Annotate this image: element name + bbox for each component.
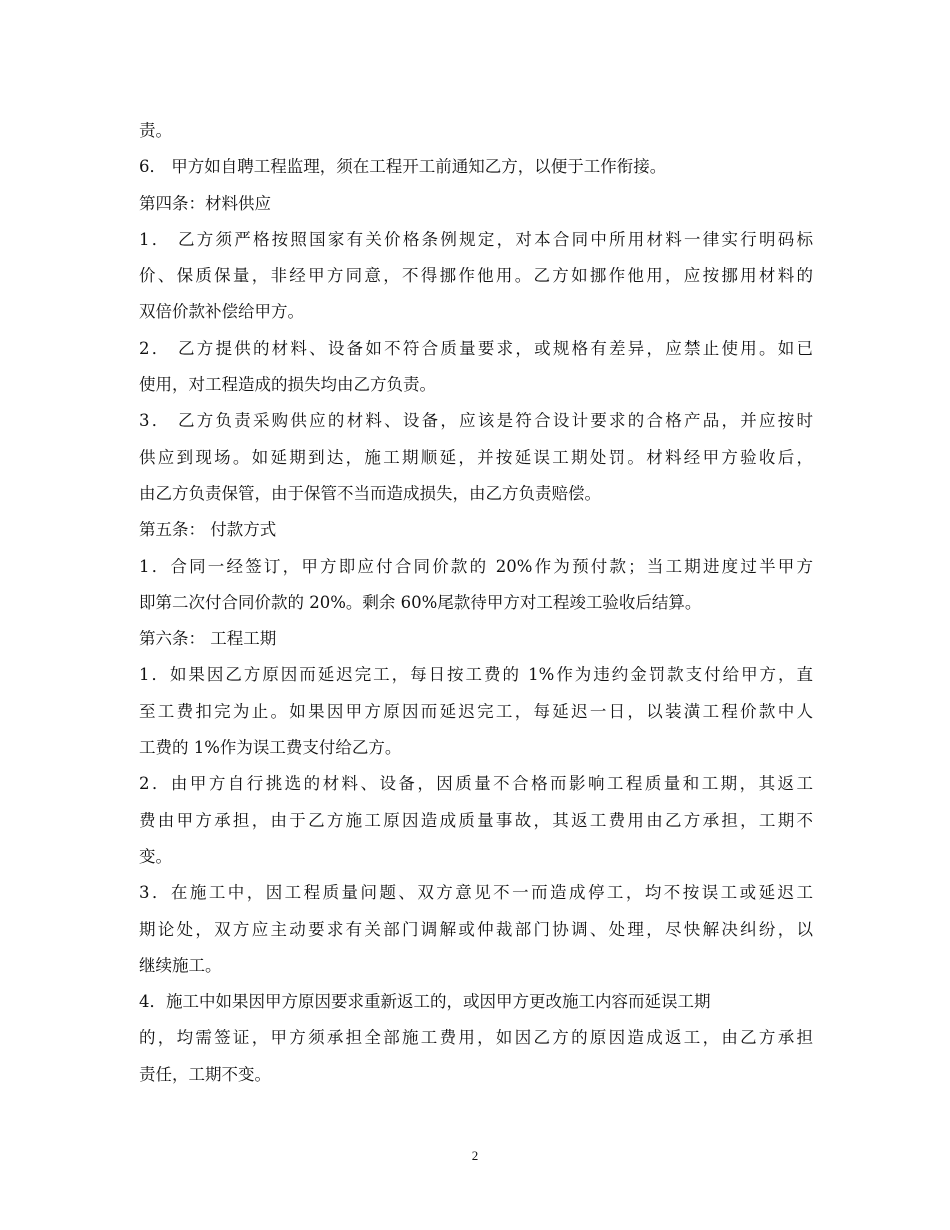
text-line: 第五条： 付款方式 [139, 520, 277, 540]
text-line: 使用，对工程造成的损失均由乙方负责。 [139, 375, 436, 395]
document-body [139, 113, 813, 1093]
text-line: 2． 乙方提供的材料、设备如不符合质量要求，或规格有差异，应禁止使用。如已 [139, 338, 813, 358]
text-line: 变。 [139, 846, 172, 866]
text-line: 第六条： 工程工期 [139, 629, 277, 649]
text-line: 1． 乙方须严格按照国家有关价格条例规定，对本合同中所用材料一律实行明码标 [139, 229, 813, 249]
text-line: 3．在施工中，因工程质量问题、双方意见不一而造成停工，均不按误工或延迟工 [139, 883, 813, 903]
text-line: 责。 [139, 121, 172, 140]
text-line: 6． 甲方如自聘工程监理，须在工程开工前通知乙方，以便于工作衔接。 [139, 157, 667, 177]
text-line: 责任，工期不变。 [139, 1064, 271, 1084]
text-line: 工费的 1%作为误工费支付给乙方。 [139, 738, 402, 758]
text-line: 4．施工中如果因甲方原因要求重新返工的，或因甲方更改施工内容而延误工期 [139, 992, 711, 1012]
text-line: 至工费扣完为止。如果因甲方原因而延迟完工，每延迟一日，以装潢工程价款中人 [139, 701, 813, 721]
text-line: 价、保质保量，非经甲方同意，不得挪作他用。乙方如挪作他用，应按挪用材料的 [139, 266, 813, 286]
text-line: 的，均需签证，甲方须承担全部施工费用，如因乙方的原因造成返工，由乙方承担 [139, 1028, 813, 1048]
text-line: 第四条：材料供应 [139, 193, 271, 213]
text-line: 期论处，双方应主动要求有关部门调解或仲裁部门协调、处理，尽快解决纠纷，以 [139, 919, 813, 939]
page-number: 2 [471, 1148, 479, 1163]
text-line: 3． 乙方负责采购供应的材料、设备，应该是符合设计要求的合格产品，并应按时 [139, 411, 813, 431]
text-line: 即第二次付合同价款的 20%。剩余 60%尾款待甲方对工程竣工验收后结算。 [139, 592, 702, 612]
text-line: 1．如果因乙方原因而延迟完工，每日按工费的 1%作为违约金罚款支付给甲方，直 [139, 665, 813, 685]
text-line: 1．合同一经签订，甲方即应付合同价款的 20%作为预付款；当工期进度过半甲方 [139, 556, 813, 576]
text-line: 费由甲方承担，由于乙方施工原因造成质量事故，其返工费用由乙方承担，工期不 [139, 810, 813, 830]
text-line: 供应到现场。如延期到达，施工期顺延，并按延误工期处罚。材料经甲方验收后， [139, 447, 813, 467]
text-line: 2．由甲方自行挑选的材料、设备，因质量不合格而影响工程质量和工期，其返工 [139, 774, 813, 794]
text-line: 由乙方负责保管，由于保管不当而造成损失，由乙方负责赔偿。 [139, 483, 601, 503]
text-line: 双倍价款补偿给甲方。 [139, 302, 304, 322]
text-line: 继续施工。 [139, 955, 222, 975]
